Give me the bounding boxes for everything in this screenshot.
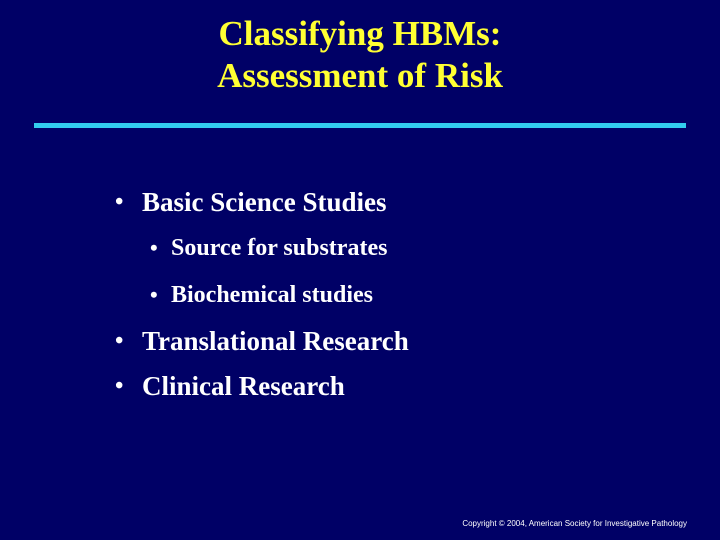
bullet-text: Basic Science Studies	[142, 187, 387, 217]
bullet-text: Biochemical studies	[171, 282, 373, 308]
title-line-2: Assessment of Risk	[217, 56, 503, 95]
title-divider	[34, 123, 686, 128]
bullet-icon: •	[150, 235, 158, 260]
bullet-text: Clinical Research	[142, 371, 345, 401]
title-line-1: Classifying HBMs:	[218, 14, 502, 53]
bullet-text: Translational Research	[142, 326, 409, 356]
bullet-icon: •	[115, 189, 124, 215]
bullet-icon: •	[115, 373, 124, 399]
copyright-notice: Copyright © 2004, American Society for Investigative Pathology	[462, 519, 687, 528]
bullet-text: Source for substrates	[171, 235, 388, 261]
bullet-icon: •	[115, 328, 124, 354]
bullet-icon: •	[150, 282, 158, 307]
slide-title	[0, 13, 720, 97]
